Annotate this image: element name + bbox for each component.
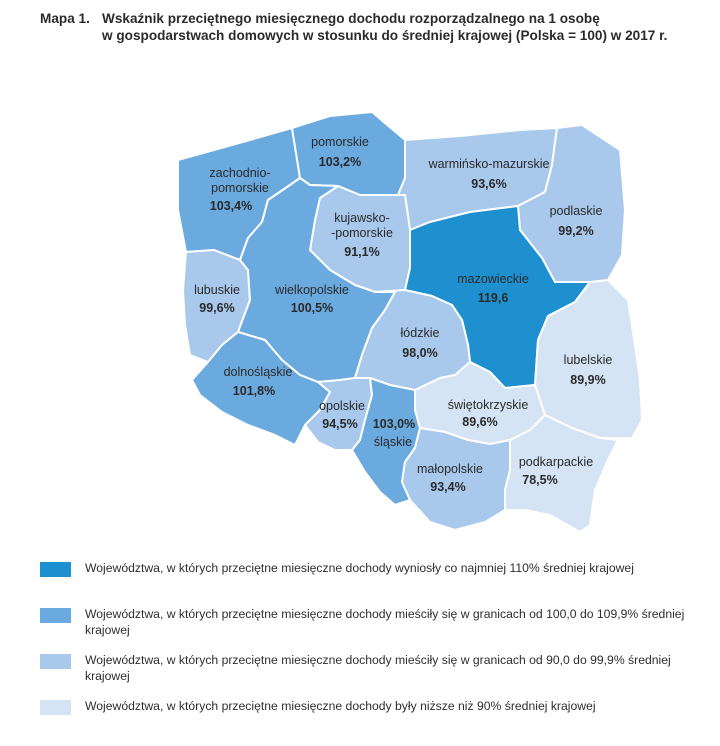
label-pomorskie-name: pomorskie [311,135,369,149]
legend-swatch-class3 [40,654,71,669]
legend-item-class1 [40,556,710,602]
label-mazowieckie-name: mazowieckie [457,272,529,286]
label-slaskie-value: 103,0% [372,417,416,431]
label-slaskie-name: śląskie [373,435,413,449]
map-number: Mapa 1. [40,11,90,26]
title-line-2: w gospodarstwach domowych w stosunku do średniej krajowej (Polska = 100) w 2017 r. [102,28,668,43]
legend-text-class3: Województwa, w których przeciętne miesięczne dochody mieściły się w granicach od 90,0 do 99,9% średniej krajowej [85,653,671,683]
label-wielkopolskie-name: wielkopolskie [275,283,349,297]
legend-item-class3 [40,648,710,694]
label-podkarpackie-name: podkarpackie [518,455,594,469]
label-zachodniopomorskie-name-2: pomorskie [211,181,269,195]
legend-text-class4: Województwa, w których przeciętne miesięczne dochody były niższe niż 90% średniej krajowej [85,699,596,713]
label-opolskie-value: 94,5% [322,417,358,431]
label-malopolskie-value: 93,4% [430,480,466,494]
label-podlaskie-name: podlaskie [549,204,603,218]
title-line-1: Wskaźnik przeciętnego miesięcznego dochodu rozporządzalnego na 1 osobę [102,11,600,26]
label-lubuskie-name: lubuskie [194,283,240,297]
label-swietokrzyskie-name: świętokrzyskie [447,398,529,412]
label-podlaskie-value: 99,2% [558,224,594,238]
label-dolnoslaskie-value: 101,8% [232,384,276,398]
legend-item-class4 [40,694,710,740]
legend-swatch-class1 [40,562,71,577]
legend-text-class2: Województwa, w których przeciętne miesięczne dochody mieściły się w granicach od 100,0 do 109,9% średniej krajowej [85,607,685,637]
label-warminsko-mazurskie-name: warmińsko-mazurskie [428,157,550,171]
label-kujawsko-pomorskie-name-1: kujawsko- [334,211,390,225]
map-legend [40,556,710,740]
label-kujawsko-pomorskie-name-2: -pomorskie [331,226,393,240]
label-malopolskie-name: małopolskie [416,462,484,476]
label-opolskie-name: opolskie [319,399,365,413]
label-podkarpackie-value: 78,5% [522,473,558,487]
legend-swatch-class4 [40,700,71,715]
label-swietokrzyskie-value: 89,6% [462,415,498,429]
label-pomorskie-value: 103,2% [318,155,362,169]
label-lubelskie-value: 89,9% [570,373,606,387]
label-wielkopolskie-value: 100,5% [290,301,334,315]
label-zachodniopomorskie-name-1: zachodnio- [209,166,271,180]
region-malopolskie [402,428,510,530]
label-warminsko-mazurskie-value: 93,6% [471,177,507,191]
label-dolnoslaskie-name: dolnośląskie [223,365,293,379]
label-lubuskie-value: 99,6% [199,301,235,315]
legend-swatch-class2 [40,608,71,623]
label-lubelskie-name: lubelskie [563,353,613,367]
label-lodzkie-name: łódzkie [400,326,440,340]
label-mazowieckie-value: 119,6 [477,291,509,305]
legend-item-class2 [40,602,710,648]
label-lodzkie-value: 98,0% [402,346,438,360]
label-zachodniopomorskie-value: 103,4% [209,199,253,213]
region-pomorskie [292,112,405,195]
label-kujawsko-pomorskie-value: 91,1% [344,245,380,259]
legend-text-class1: Województwa, w których przeciętne miesięczne dochody wyniosły co najmniej 110% średniej krajowej [85,561,634,575]
